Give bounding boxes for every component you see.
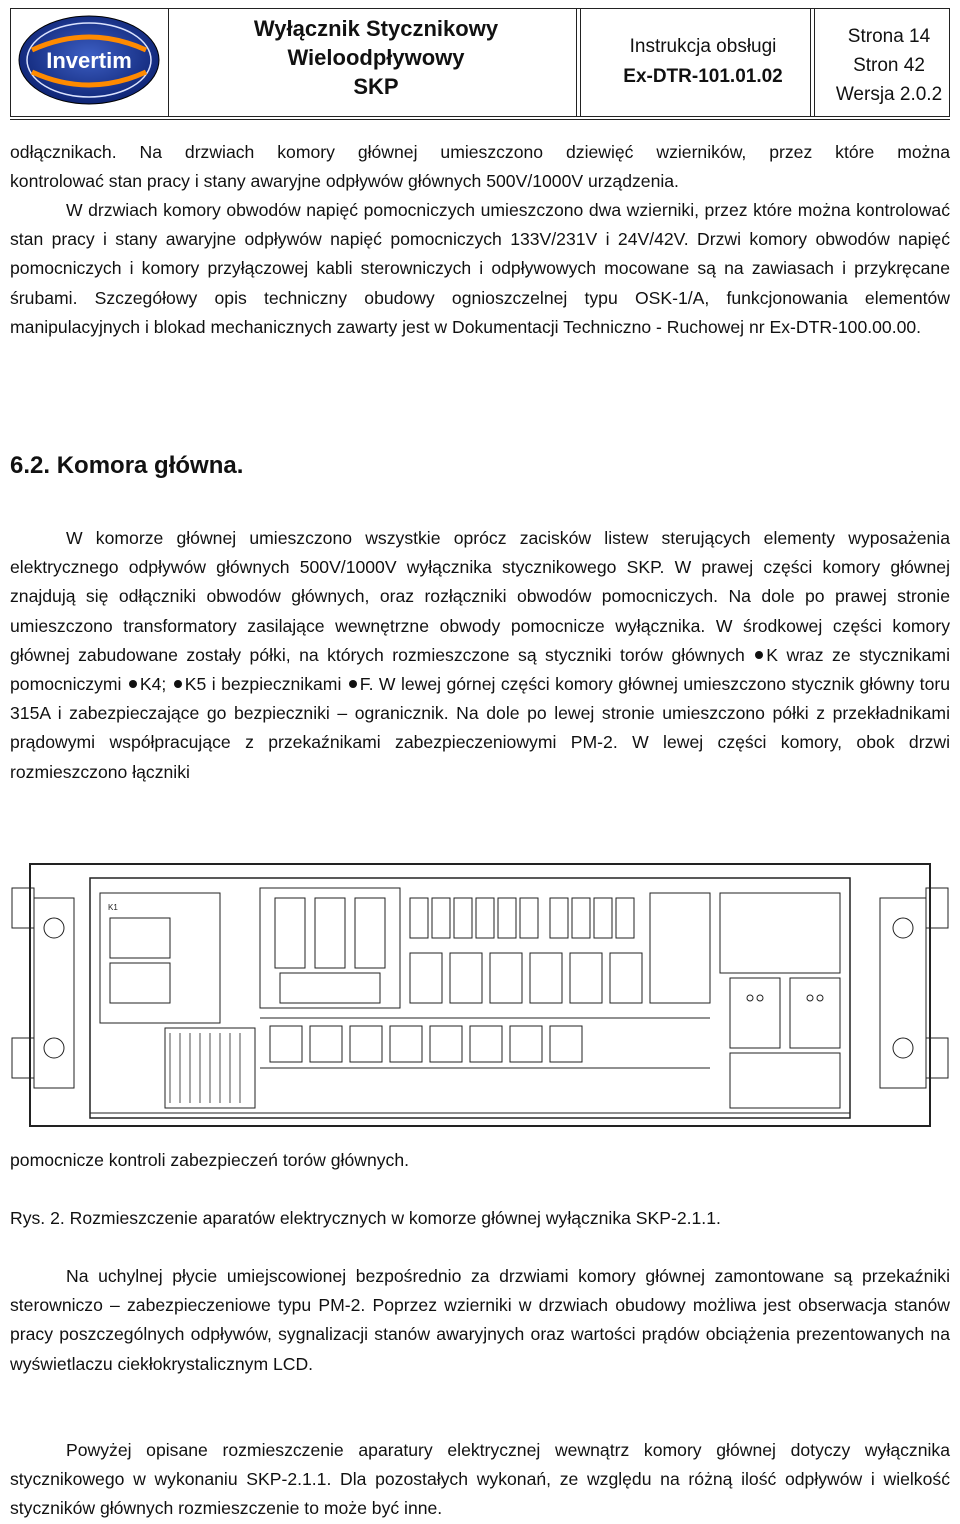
page-header (10, 8, 950, 118)
section-heading: 6.2. Komora główna. (10, 452, 244, 479)
header-divider (814, 8, 815, 116)
svg-text:Invertim: Invertim (46, 48, 132, 73)
header-divider (168, 8, 169, 116)
title-line-1: Wyłącznik Stycznikowy (253, 16, 499, 41)
paragraph-auxiliary-doors (10, 196, 950, 342)
company-logo (16, 14, 162, 106)
header-divider (10, 8, 11, 116)
document-code: Ex-DTR-101.01.02 (623, 66, 783, 87)
paragraph-text: Na uchylnej płycie umiejscowionej bezpośrednio za drzwiami komory głównej zamontowane są przekaźniki sterowniczo – zabezpieczeniowe typu PM-2. Poprzez wzierniki w drzwiach obudowy możliwa jest obserwacja stanów pracy poszczególnych odpływów, sygnalizacji stanów awaryjnych oraz wartości prądów obciążenia prezentowanych na wyświetlaczu ciekłokrystalicznym LCD. (10, 1266, 950, 1374)
text-span: K4; (139, 674, 167, 695)
paragraph-variants (10, 1436, 950, 1524)
bullet-icon (129, 680, 137, 688)
bullet-icon (755, 651, 763, 659)
equipment-layout-drawing (10, 858, 950, 1133)
paragraph-relays (10, 1262, 950, 1379)
header-divider (810, 8, 811, 116)
text-span: W komorze głównej umieszczono wszystkie oprócz zacisków listew sterujących elementy wyposażenia elektrycznego odpływów głównych 500V/1000V wyłącznika stycznikowego SKP. W prawej części komory głównej znajdują się odłączniki obwodów głównych, oraz rozłączniki obwodów pomocniczych. Na dole po prawej stronie umieszczono transformatory zasilające wewnętrzne obwody pomocnicze wyłącznika. W środkowej części komory głównej zabudowane zostały półki, na których rozmieszczone są styczniki torów głównych (10, 528, 950, 665)
bullet-icon (174, 680, 182, 688)
title-line-2: Wieloodpływowy (287, 45, 465, 70)
svg-text:K1: K1 (108, 903, 118, 912)
header-bottom-rule (10, 116, 950, 117)
paragraph-text (10, 524, 950, 787)
instruction-label: Instrukcja obsługi (629, 36, 777, 57)
page-number: Strona 14 (847, 26, 931, 47)
header-top-rule (10, 8, 950, 9)
header-bottom-rule-2 (10, 119, 950, 120)
bullet-icon (349, 680, 357, 688)
page-info (828, 22, 950, 109)
paragraph-main-chamber (10, 524, 950, 787)
header-divider (576, 8, 577, 116)
text-span: K5 i bezpiecznikami (184, 674, 342, 695)
text-line: pomocnicze kontroli zabezpieczeń torów głównych. (10, 1150, 409, 1170)
paragraph-end (10, 1146, 950, 1175)
document-type (598, 32, 808, 92)
paragraph-continued (10, 138, 950, 196)
text-span: F. W lewej górnej części komory głównej umieszczono stycznik główny toru 315A i zabezpieczające go bezpieczniki – ogranicznik. Na dole po lewej stronie umieszczono półki z przekładnikami prądowymi współpracujące z przekaźnikami zabezpieczeniowymi PM-2. W lewej części komory, obok drzwi rozmieszczono łączniki (10, 674, 951, 782)
text-span: K wraz ze stycznikami pomocniczymi (10, 644, 950, 695)
document-version: Wersja 2.0.2 (835, 84, 943, 105)
text-line: odłącznikach. Na drzwiach komory głównej umieszczono dziewięć wzierników, przez które można (10, 142, 950, 162)
header-divider (580, 8, 581, 116)
paragraph-text: W drzwiach komory obwodów napięć pomocniczych umieszczono dwa wzierniki, przez które można kontrolować stan pracy i stany awaryjne odpływów napięć pomocniczych 133V/231V i 24V/42V. Drzwi komory obwodów napięć pomocniczych i komory przyłączowej kabli sterowniczych i odpływowych mocowane są na zawiasach i przykręcane śrubami. Szczegółowy opis techniczny obudowy ognioszczelnej typu OSK-1/A, funkcjonowania elementów manipulacyjnych i blokad mechanicznych zawarty jest w Dokumentacji Techniczno - Ruchowej nr Ex-DTR-100.00.00. (10, 200, 950, 337)
page-count: Stron 42 (853, 55, 925, 76)
paragraph-text: Powyżej opisane rozmieszczenie aparatury elektrycznej wewnątrz komory głównej dotyczy wyłącznika stycznikowego w wykonaniu SKP-2.1.1. Dla pozostałych wykonań, ze względu na różną ilość odpływów i wielkość styczników głównych rozmieszczenie to może być inne. (10, 1440, 950, 1519)
title-line-3: SKP (353, 74, 399, 99)
figure-caption: Rys. 2. Rozmieszczenie aparatów elektrycznych w komorze głównej wyłącznika SKP-2.1.1. (10, 1208, 721, 1228)
text-line: kontrolować stan pracy i stany awaryjne odpływów głównych 500V/1000V urządzenia. (10, 171, 679, 192)
document-title (180, 14, 572, 101)
